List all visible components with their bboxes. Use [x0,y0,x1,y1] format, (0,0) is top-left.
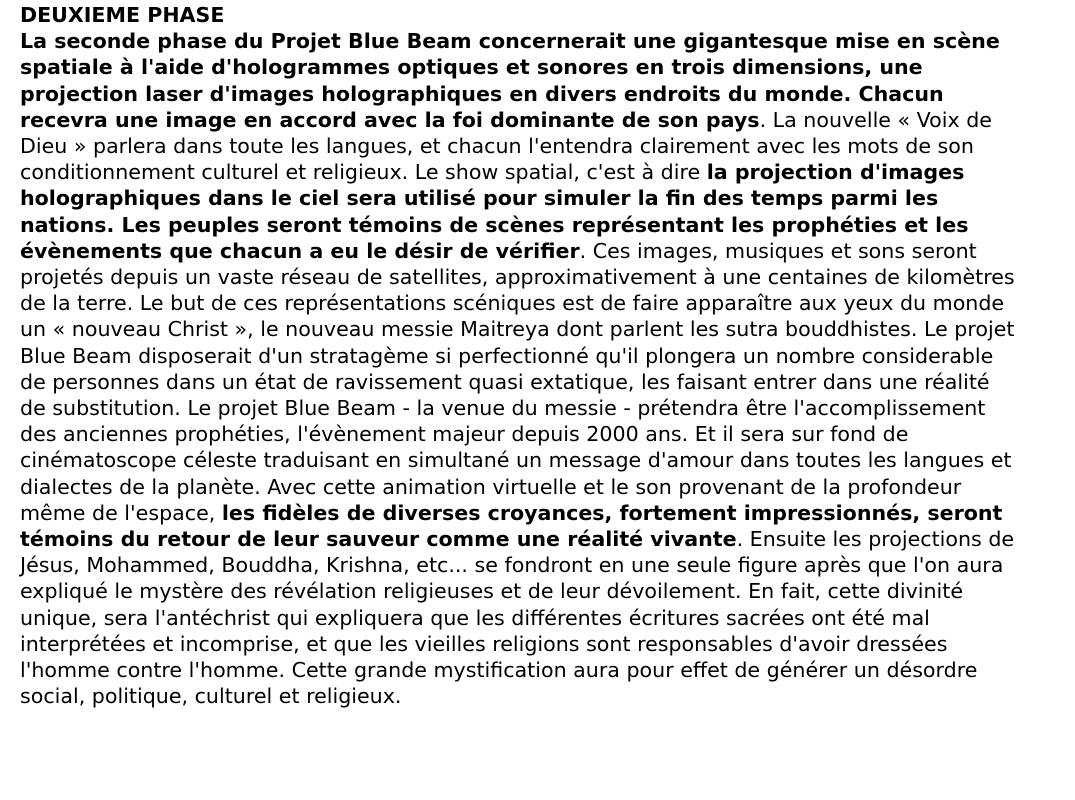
bold-passage-3: les fidèles de diverses croyances, fortement impressionnés, seront témoins du retour de leur sauveur comme une réalité vivante [20,500,1003,552]
body-paragraph [20,28,1020,709]
text-passage-1: . La nouvelle « Voix de Dieu » parlera dans toute les langues, et chacun l'entendra clairement avec les mots de son conditionnement culturel et religieux. Le show spatial, c'est à dire [20,107,992,185]
bold-passage-1: La seconde phase du Projet Blue Beam concernerait une gigantesque mise en scène spatiale à l'aide d'hologrammes optiques et sonores en trois dimensions, une projection laser d'images holographiques en divers endroits du monde. Chacun recevra une image en accord avec la foi dominante de son pays [20,29,1000,132]
bold-passage-2: la projection d'images holographiques dans le ciel sera utilisé pour simuler la fin des temps parmi les nations. Les peuples seront témoins de scènes représentant les prophéties et les évènements que chacun a eu le désir de vérifier [20,160,969,263]
section-heading: DEUXIEME PHASE [20,3,225,27]
document-body [20,2,1020,709]
text-passage-2: . Ces images, musiques et sons seront projetés depuis un vaste réseau de satellites, approximativement à une centaines de kilomètres de la terre. Le but de ces représentations scéniques est de faire apparaître aux yeux du monde un « nouveau Christ », le nouveau messie Maitreya dont parlent les sutra bouddhistes. Le projet Blue Beam disposerait d'un stratagème si perfectionné qu'il plongera un nombre considerable de personnes dans un état de ravissement quasi extatique, les faisant entrer dans une réalité de substitution. Le projet Blue Beam - la venue du messie - prétendra être l'accomplissement des anciennes prophéties, l'évènement majeur depuis 2000 ans. Et il sera sur fond de cinématoscope céleste traduisant en simultané un message d'amour dans toutes les langues et dialectes de la planète. Avec cette animation virtuelle et le son provenant de la profondeur même de l'espace, [20,238,1015,525]
text-passage-3: . Ensuite les projections de Jésus, Mohammed, Bouddha, Krishna, etc... se fondront en une seule figure après que l'on aura expliqué le mystère des révélation religieuses et de leur dévoilement. En fait, cette divinité unique, sera l'antéchrist qui expliquera que les différentes écritures sacrées ont été mal interprétées et incomprise, et que les vieilles religions sont responsables d'avoir dressées l'homme contre l'homme. Cette grande mystification aura pour effet de générer un désordre social, politique, culturel et religieux. [20,527,1015,709]
